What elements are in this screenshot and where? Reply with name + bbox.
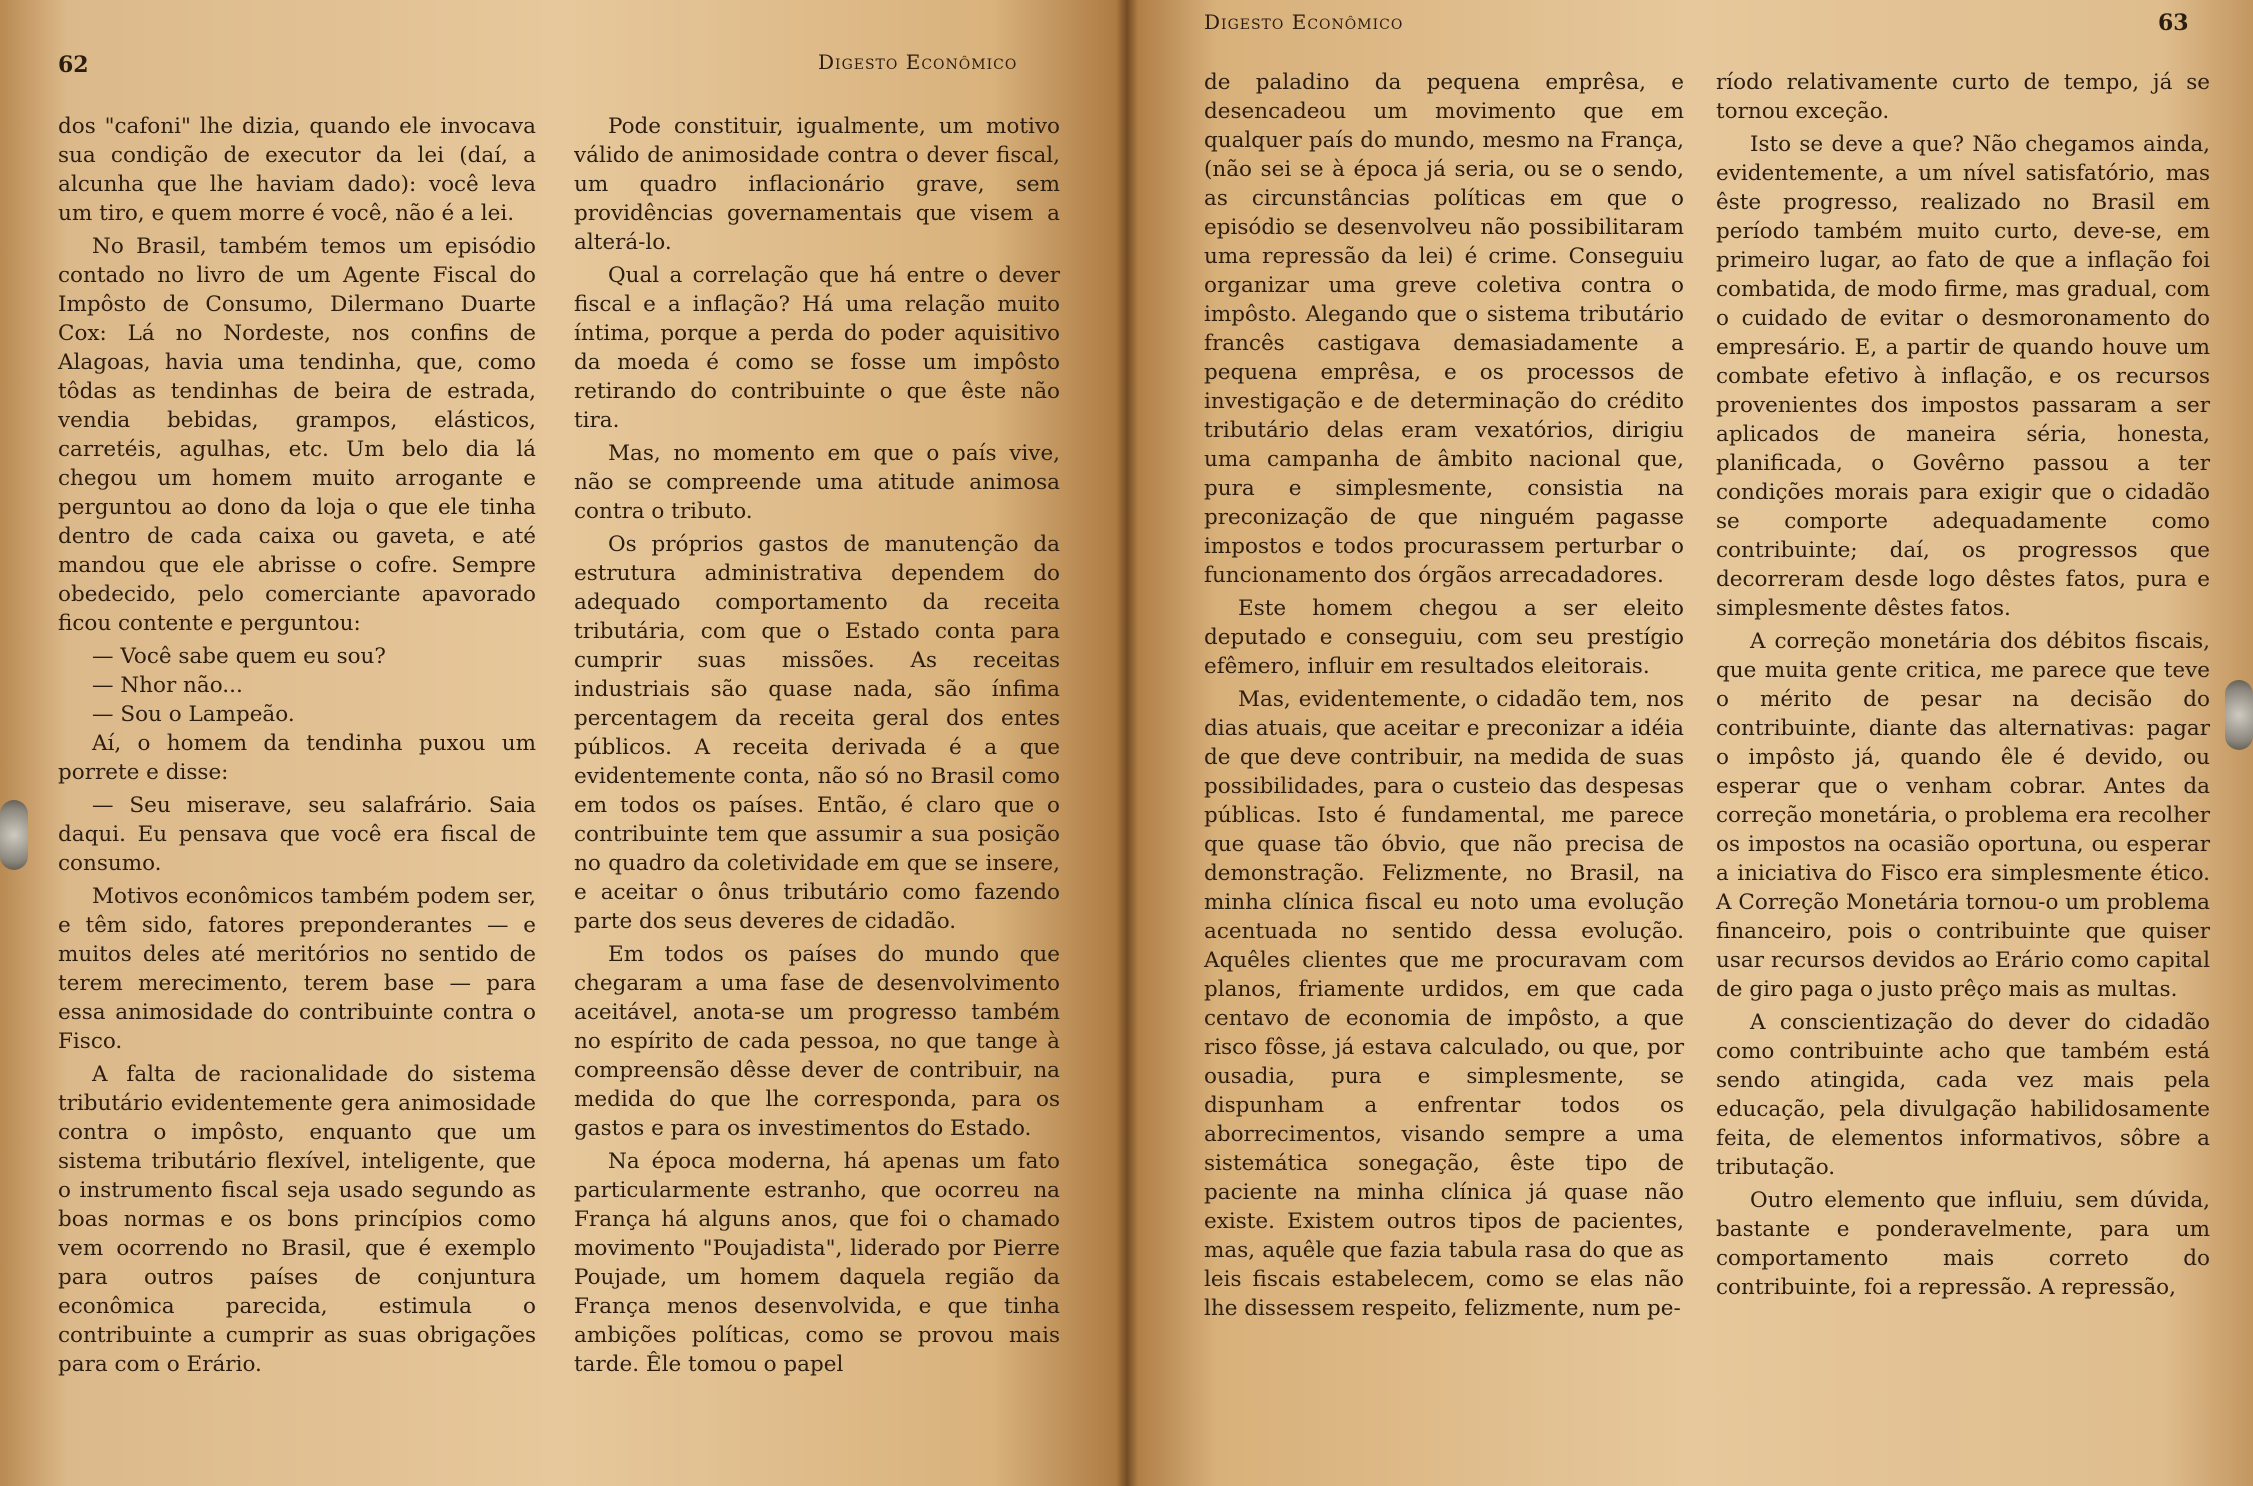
paragraph: Motivos econômicos também podem ser, e têm sido, fatores preponderantes — e muitos deles até meritórios no sentido de terem merecimento, terem base — para essa animosidade do contribuinte contra o Fisco.: [58, 884, 536, 1054]
paragraph: No Brasil, também temos um episódio contado no livro de um Agente Fiscal do Impôsto de Consumo, Dilermano Duarte Cox: Lá no Nordeste, nos confins de Alagoas, havia uma tendinha, que, como tôdas as tendinhas de beira de estrada, vendia bebidas, grampos, elásticos, carretéis, agulhas, etc. Um belo dia lá chegou um homem muito arrogante e perguntou ao dono da loja o que ele tinha dentro de cada caixa ou gaveta, e até mandou que ele abrisse o cofre. Sempre obedecido, pelo comerciante apavorado ficou contente e perguntou:: [58, 234, 536, 636]
binder-clip: [2225, 680, 2253, 750]
right-page: [1126, 0, 2253, 1486]
book-gutter: [1116, 0, 1138, 1486]
paragraph: ríodo relativamente curto de tempo, já se tornou exceção.: [1716, 70, 2210, 124]
paragraph: Mas, no momento em que o país vive, não se compreende uma atitude animosa contra o tributo.: [574, 441, 1060, 524]
paragraph: A conscientização do dever do cidadão como contribuinte acho que também está sendo atingida, cada vez mais pela educação, pela divulgação habilidosamente feita, de elementos informativos, sôbre a tributação.: [1716, 1010, 2210, 1180]
paragraph: — Nhor não...: [92, 673, 243, 698]
paragraph: Na época moderna, há apenas um fato particularmente estranho, que ocorreu na França há alguns anos, que foi o chamado movimento "Poujadista", liderado por Pierre Poujade, um homem daquela região da França menos desenvolvida, e que tinha ambições políticas, como se provou mais tarde. Êle tomou o papel: [574, 1149, 1060, 1377]
paragraph: dos "cafoni" lhe dizia, quando ele invocava sua condição de executor da lei (daí, a alcunha que lhe haviam dado): você leva um tiro, e quem morre é você, não é a lei.: [58, 114, 536, 226]
paragraph: Pode constituir, igualmente, um motivo válido de animosidade contra o dever fiscal, um quadro inflacionário grave, sem providências governamentais que visem a alterá-lo.: [574, 114, 1060, 255]
text-column: [1204, 68, 1684, 1327]
left-page: [0, 0, 1126, 1486]
paragraph: Qual a correlação que há entre o dever fiscal e a inflação? Há uma relação muito íntima, porque a perda do poder aquisitivo da moeda é como se fosse um impôsto retirando do contribuinte o que êste não tira.: [574, 263, 1060, 433]
binder-clip: [0, 800, 28, 870]
paragraph: — Você sabe quem eu sou?: [92, 644, 386, 669]
paragraph: Outro elemento que influiu, sem dúvida, bastante e ponderavelmente, para um comportamento mais correto do contribuinte, foi a repressão. A repressão,: [1716, 1188, 2210, 1300]
page-number: 63: [2158, 10, 2189, 36]
paragraph: Este homem chegou a ser eleito deputado e conseguiu, com seu prestígio efêmero, influir em resultados eleitorais.: [1204, 596, 1684, 679]
paragraph: — Sou o Lampeão.: [92, 702, 295, 727]
paragraph: A correção monetária dos débitos fiscais, que muita gente critica, me parece que teve o mérito de pesar na decisão do contribuinte, diante das alternativas: pagar o impôsto já, quando êle é devido, ou esperar que o venham cobrar. Antes da correção monetária, o problema era recolher os impostos na ocasião oportuna, ou esperar a iniciativa do Fisco era simplesmente ético. A Correção Monetária tornou-o um problema financeiro, pois o contribuinte que quiser usar recursos devidos ao Erário como capital de giro paga o justo prêço mais as multas.: [1716, 629, 2210, 1002]
text-column: [1716, 68, 2210, 1306]
paragraph: A falta de racionalidade do sistema tributário evidentemente gera animosidade contra o impôsto, enquanto que um sistema tributário flexível, inteligente, que o instrumento fiscal seja usado segundo as boas normas e os bons princípios como vem ocorrendo no Brasil, que é exemplo para outros países de conjuntura econômica parecida, estimula o contribuinte a cumprir as suas obrigações para com o Erário.: [58, 1062, 536, 1377]
paragraph: de paladino da pequena emprêsa, e desencadeou um movimento que em qualquer país do mundo, mesmo na França, (não sei se à época já seria, ou se o sendo, as circunstâncias políticas em que o episódio se desenvolveu não possibilitaram uma repressão da lei) é crime. Conseguiu organizar uma greve coletiva contra o impôsto. Alegando que o sistema tributário francês castigava demasiadamente a pequena emprêsa, e os processos de investigação e de determinação do crédito tributário delas eram vexatórios, dirigiu uma campanha de âmbito nacional que, pura e simplesmente, consistia na preconização de que ninguém pagasse impostos e todos procurassem perturbar o funcionamento dos órgãos arrecadadores.: [1204, 70, 1684, 588]
text-column: [574, 112, 1060, 1383]
paragraph: Mas, evidentemente, o cidadão tem, nos dias atuais, que aceitar e preconizar a idéia de que deve contribuir, na medida de suas possibilidades, para o custeio das despesas públicas. Isto é fundamental, me parece que quase tão óbvio, que não precisa de demonstração. Felizmente, no Brasil, na minha clínica fiscal eu noto uma evolução acentuada no sentido dessa evolução. Aquêles clientes que me procuravam com planos, friamente urdidos, em que cada centavo de economia de impôsto, a que risco fôsse, já estava calculado, ou que, por ousadia, pura e simplesmente, se dispunham a enfrentar todos os aborrecimentos, visando sempre a uma sistemática sonegação, êste tipo de paciente na minha clínica já quase não existe. Existem outros tipos de pacientes, mas, aquêle que fazia tabula rasa do que as leis fiscais estabelecem, como se elas não lhe dissessem respeito, felizmente, num pe-: [1204, 687, 1684, 1321]
paragraph: Aí, o homem da tendinha puxou um porrete e disse:: [58, 731, 536, 785]
page-number: 62: [58, 52, 89, 78]
text-column: [58, 112, 536, 1383]
paragraph: Isto se deve a que? Não chegamos ainda, evidentemente, a um nível satisfatório, mas êste progresso, realizado no Brasil em período também muito curto, deve-se, em primeiro lugar, ao fato de que a inflação foi combatida, de modo firme, mas gradual, com o cuidado de evitar o desmoronamento do empresário. E, a partir de quando houve um combate efetivo à inflação, e os recursos provenientes dos impostos passaram a ser aplicados de maneira séria, honesta, planificada, o Govêrno passou a ter condições morais para exigir que o cidadão se comporte adequadamente como contribuinte; daí, os progressos que decorreram desde logo dêstes fatos, pura e simplesmente dêstes fatos.: [1716, 132, 2210, 621]
paragraph: — Seu miserave, seu salafrário. Saia daqui. Eu pensava que você era fiscal de consumo.: [58, 793, 536, 876]
paragraph: Os próprios gastos de manutenção da estrutura administrativa dependem do adequado comportamento da receita tributária, com que o Estado conta para cumprir suas missões. As receitas industriais são quase nada, são ínfima percentagem da receita geral dos entes públicos. A receita derivada é a que evidentemente conta, não só no Brasil como em todos os países. Então, é claro que o contribuinte tem que assumir a sua posição no quadro da coletividade em que se insere, e aceitar o ônus tributário como fazendo parte dos seus deveres de cidadão.: [574, 532, 1060, 934]
running-head: Digesto Econômico: [818, 50, 1018, 74]
running-head: Digesto Econômico: [1204, 10, 1404, 34]
paragraph: Em todos os países do mundo que chegaram a uma fase de desenvolvimento aceitável, anota-se um progresso também no espírito de cada pessoa, no que tange à compreensão dêsse dever de contribuir, na medida do que lhe corresponda, para os gastos e para os investimentos do Estado.: [574, 942, 1060, 1141]
